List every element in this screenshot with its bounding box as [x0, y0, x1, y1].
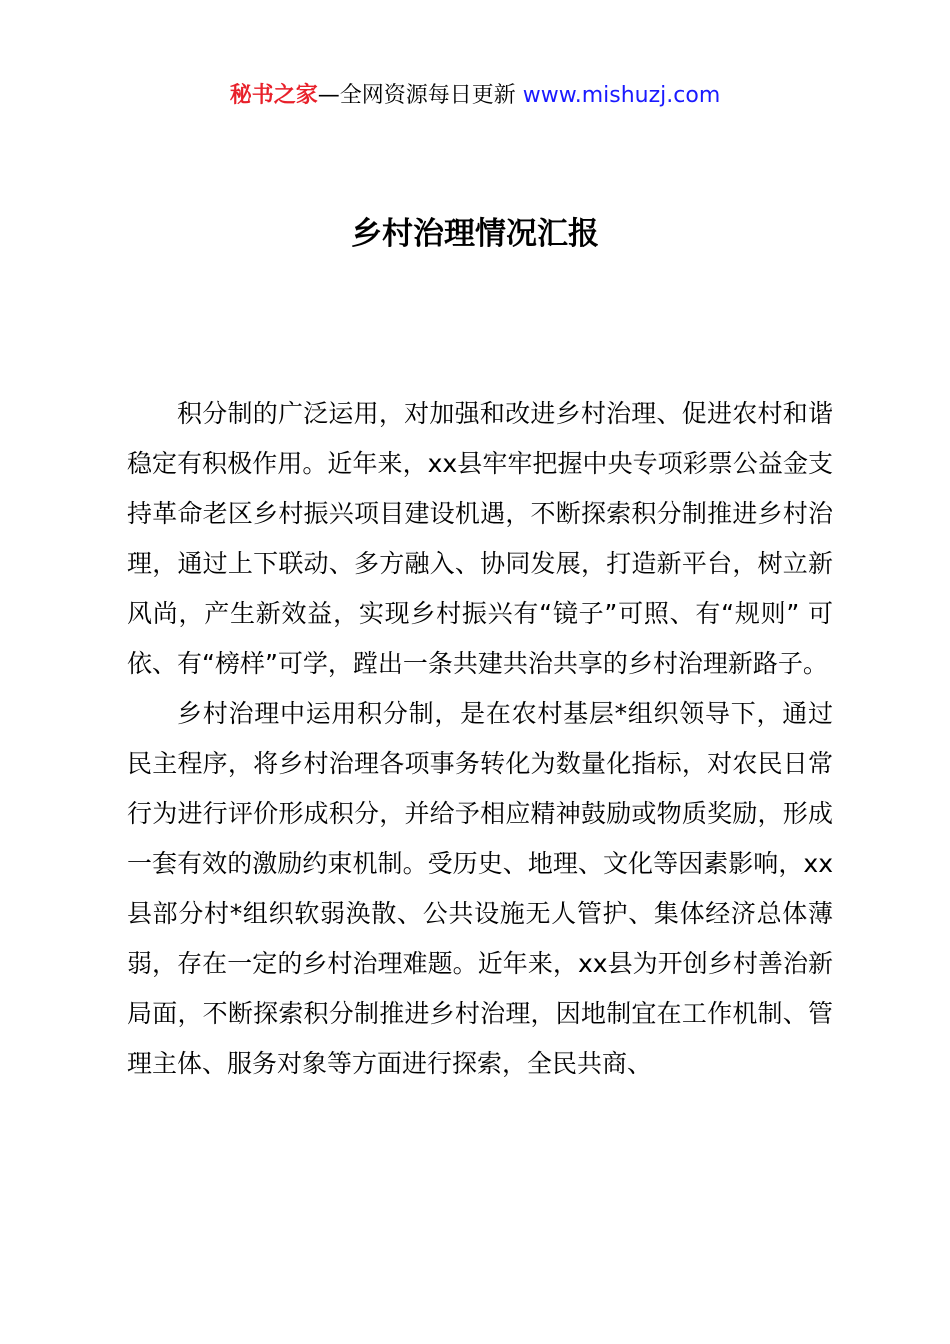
document-title: 乡村治理情况汇报 — [351, 216, 599, 252]
site-url-link[interactable]: www.mishuzj.com — [522, 83, 721, 108]
site-brand: 秘书之家 — [229, 83, 318, 108]
paragraph-1: 积分制的广泛运用，对加强和改进乡村治理、促进农村和谐稳定有积极作用。近年来，xx县牢牢把握中央专项彩票公益金支持革命老区乡村振兴项目建设机遇，不断探索积分制推进乡村治理，通过上下联动、多方融入、协同发展，打造新平台，树立新风尚，产生新效益，实现乡村振兴有“镜子”可照、有“规则” 可依、有“榜样”可学，蹚出一条共建共治共享的乡村治理新路子。 — [127, 399, 833, 678]
site-slogan: —全网资源每日更新 — [317, 83, 523, 108]
paragraph-2: 乡村治理中运用积分制，是在农村基层*组织领导下，通过民主程序，将乡村治理各项事务转化为数量化指标，对农民日常行为进行评价形成积分，并给予相应精神鼓励或物质奖励，形成一套有效的激励约束机制。受历史、地理、文化等因素影响，xx县部分村*组织软弱涣散、公共设施无人管护、集体经济总体薄弱，存在一定的乡村治理难题。近年来，xx县为开创乡村善治新局面，不断探索积分制推进乡村治理，因地制宜在工作机制、管理主体、服务对象等方面进行探索，全民共商、 — [127, 699, 833, 1078]
document-body — [127, 389, 833, 1089]
site-header — [0, 80, 950, 112]
